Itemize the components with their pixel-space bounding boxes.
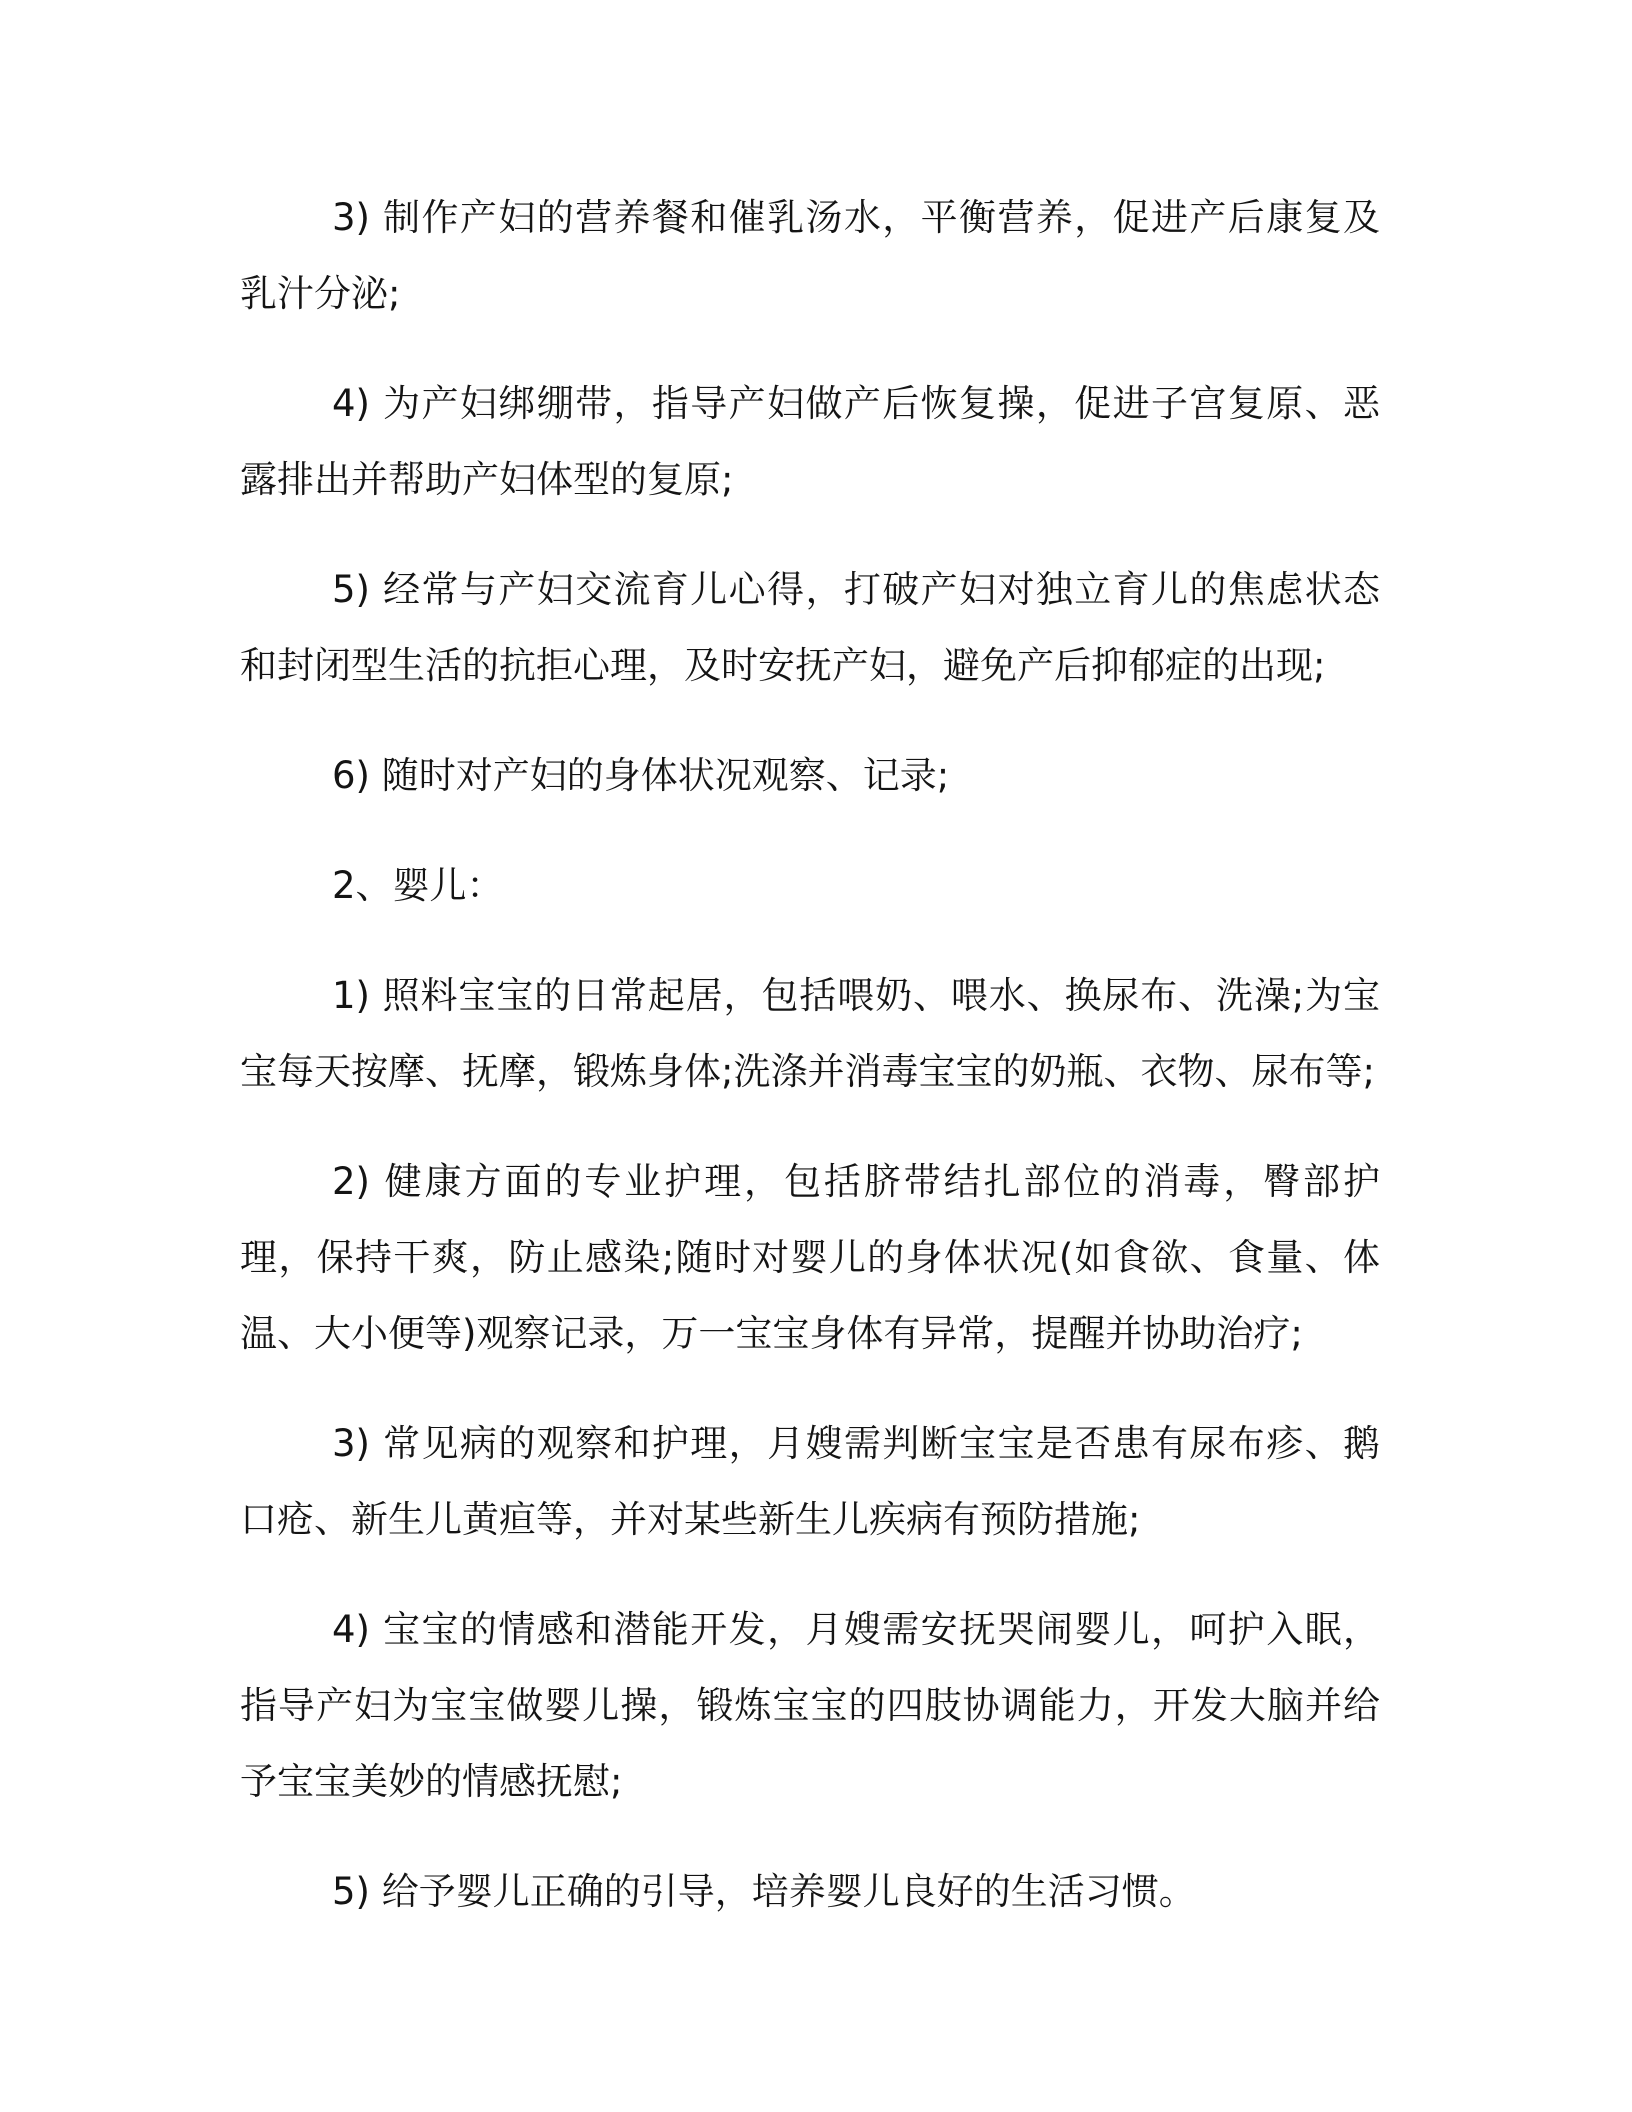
paragraph-mother-item-6: 6) 随时对产妇的身体状况观察、记录; — [332, 754, 950, 797]
paragraph-mother-item-5: 5) 经常与产妇交流育儿心得，打破产妇对独立育儿的焦虑状态和封闭型生活的抗拒心理，及时安抚产妇，避免产后抑郁症的出现; — [240, 568, 1380, 687]
document-body — [240, 180, 1380, 1964]
paragraph-baby-item-3: 3) 常见病的观察和护理，月嫂需判断宝宝是否患有尿布疹、鹅口疮、新生儿黄疸等，并对某些新生儿疾病有预防措施; — [240, 1422, 1380, 1541]
paragraph-mother-item-3: 3) 制作产妇的营养餐和催乳汤水，平衡营养，促进产后康复及乳汁分泌; — [240, 196, 1380, 315]
paragraph-mother-item-4: 4) 为产妇绑绷带，指导产妇做产后恢复操，促进子宫复原、恶露排出并帮助产妇体型的复原; — [240, 382, 1380, 501]
paragraph-baby-item-5: 5) 给予婴儿正确的引导，培养婴儿良好的生活习惯。 — [332, 1870, 1196, 1913]
section-heading-baby: 2、婴儿： — [332, 864, 504, 907]
paragraph-baby-item-4: 4) 宝宝的情感和潜能开发，月嫂需安抚哭闹婴儿，呵护入眠，指导产妇为宝宝做婴儿操，锻炼宝宝的四肢协调能力，开发大脑并给予宝宝美妙的情感抚慰; — [240, 1608, 1380, 1803]
paragraph-baby-item-2: 2) 健康方面的专业护理，包括脐带结扎部位的消毒，臀部护理，保持干爽，防止感染;随时对婴儿的身体状况(如食欲、食量、体温、大小便等)观察记录，万一宝宝身体有异常，提醒并协助治疗; — [240, 1160, 1380, 1355]
paragraph-baby-item-1: 1) 照料宝宝的日常起居，包括喂奶、喂水、换尿布、洗澡;为宝宝每天按摩、抚摩，锻炼身体;洗涤并消毒宝宝的奶瓶、衣物、尿布等; — [240, 974, 1380, 1093]
